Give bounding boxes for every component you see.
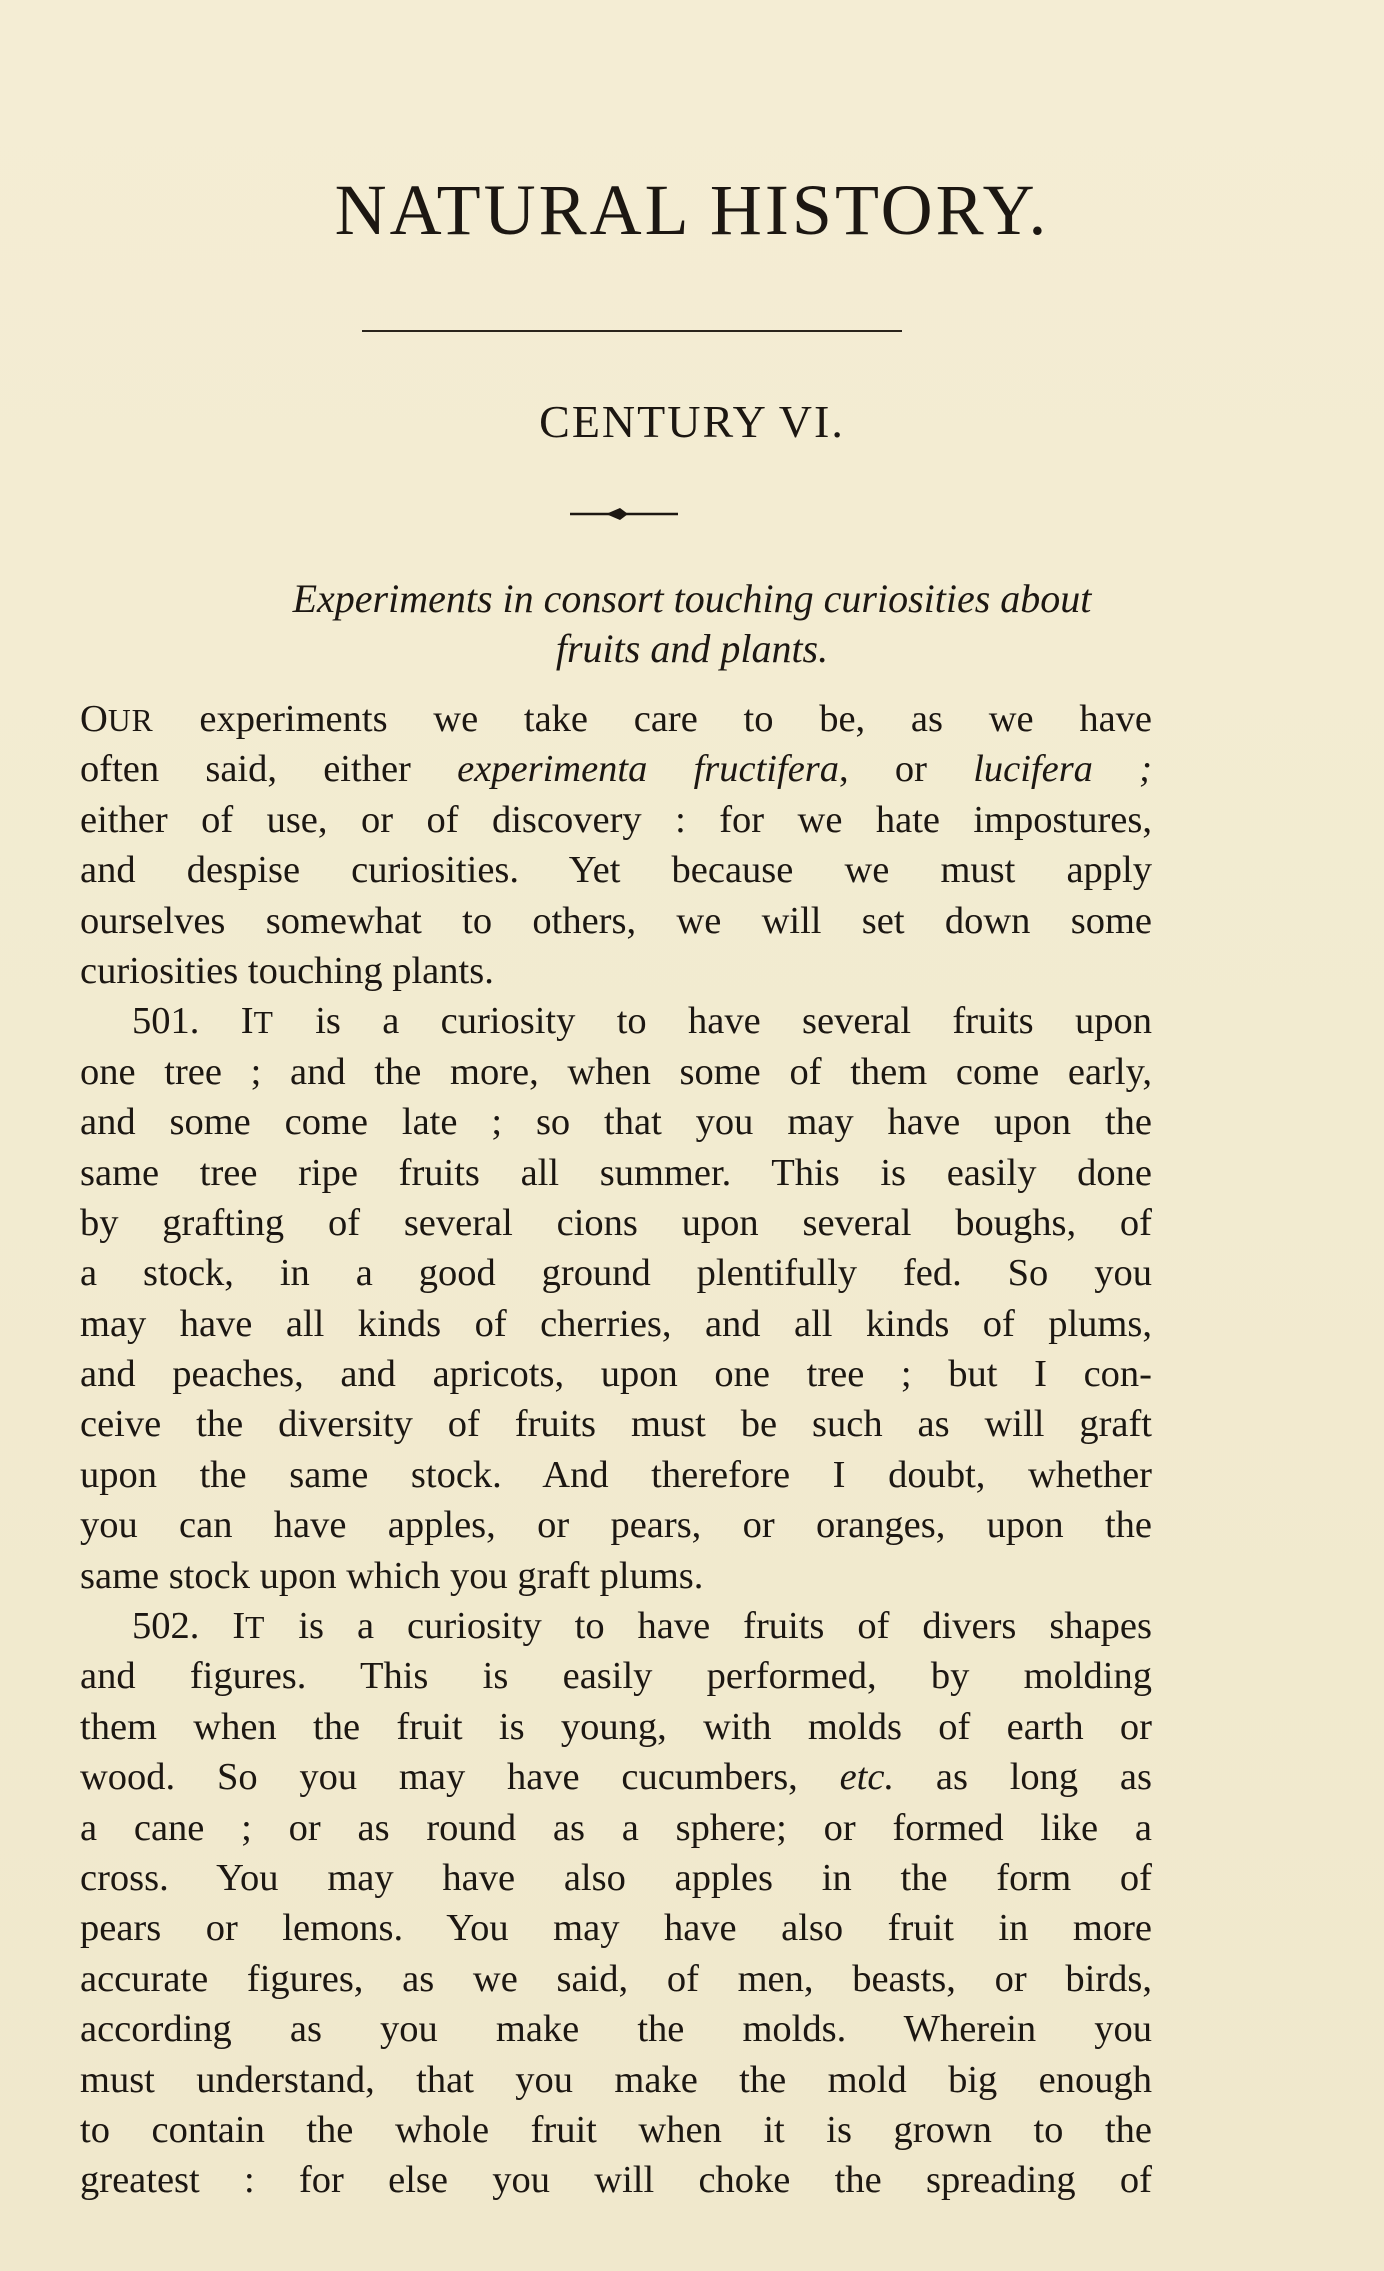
drop-letter: I xyxy=(232,1605,246,1648)
paragraph-502-line: them when the fruit is young, with molds of earth or xyxy=(80,1705,1152,1748)
body-text xyxy=(80,694,1152,2206)
intro-line: curiosities touching plants. xyxy=(80,949,494,992)
drop-letter: O xyxy=(80,698,108,740)
italic-latin-term: lucifera ; xyxy=(973,748,1152,791)
text-run: is a curiosity to have several fruits upon xyxy=(273,1000,1153,1043)
paragraph-502-line: according as you make the molds. Wherein you xyxy=(80,2008,1152,2051)
paragraph-502-line: greatest : for else you will choke the spreading of xyxy=(80,2159,1152,2202)
paragraph-502-line xyxy=(80,1752,1152,1802)
text-run: wood. So you may have cucumbers, xyxy=(80,1756,840,1799)
paragraph-502-line: a cane ; or as round as a sphere; or formed like a xyxy=(80,1806,1152,1849)
text-run: is a curiosity to have fruits of divers shapes xyxy=(265,1605,1152,1648)
paragraph-501-line: one tree ; and the more, when some of them come early, xyxy=(80,1050,1152,1093)
paragraph-502-line: to contain the whole fruit when it is grown to the xyxy=(80,2108,1152,2151)
paragraph-502-line: cross. You may have also apples in the form of xyxy=(80,1856,1152,1899)
paragraph-501-line: and peaches, and apricots, upon one tree ; but I con- xyxy=(80,1353,1152,1396)
text-run: experiments we take care to be, as we have xyxy=(153,698,1152,740)
intro-line: either of use, or of discovery : for we hate impostures, xyxy=(80,798,1152,841)
paragraph-501-line: you can have apples, or pears, or oranges, upon the xyxy=(80,1504,1152,1547)
paragraph-501-line: and some come late ; so that you may have upon the xyxy=(80,1101,1152,1144)
page-title: NATURAL HISTORY. xyxy=(334,170,1050,250)
paragraph-502-line xyxy=(80,1601,1152,1651)
paragraph-502-line: and figures. This is easily performed, by molding xyxy=(80,1655,1152,1698)
text-run: as long as xyxy=(894,1756,1152,1799)
section-subtitle xyxy=(120,574,1264,674)
intro-line: and despise curiosities. Yet because we must apply xyxy=(80,849,1152,892)
text-run: often said, either xyxy=(80,748,458,791)
text-run: , or xyxy=(839,748,974,791)
small-caps-text: UR xyxy=(107,703,154,738)
paragraph-501-line: a stock, in a good ground plentifully fed. So you xyxy=(80,1252,1152,1295)
small-caps-text: T xyxy=(253,1005,274,1041)
paragraph-502-line: must understand, that you make the mold big enough xyxy=(80,2058,1152,2101)
paragraph-number: 501. xyxy=(132,1000,241,1043)
paragraph-502-line: accurate figures, as we said, of men, beasts, or birds, xyxy=(80,1957,1152,2000)
paragraph-502-line: pears or lemons. You may have also fruit in more xyxy=(80,1907,1152,1950)
drop-letter: I xyxy=(240,1000,254,1043)
paragraph-501-line: by grafting of several cions upon several boughs, of xyxy=(80,1201,1152,1244)
intro-line xyxy=(80,694,1152,744)
paragraph-501-line: may have all kinds of cherries, and all kinds of plums, xyxy=(80,1302,1152,1345)
paragraph-501-line: same tree ripe fruits all summer. This is easily done xyxy=(80,1151,1152,1194)
small-caps-text: T xyxy=(245,1610,266,1646)
italic-abbreviation: etc. xyxy=(839,1756,895,1799)
ornament-icon xyxy=(570,506,678,522)
paragraph-501-line: upon the same stock. And therefore I doubt, whether xyxy=(80,1453,1152,1496)
paragraph-501-line: ceive the diversity of fruits must be such as will graft xyxy=(80,1403,1152,1446)
intro-line: ourselves somewhat to others, we will set down some xyxy=(80,899,1152,942)
paragraph-number: 502. xyxy=(132,1605,233,1648)
subtitle-line: fruits and plants. xyxy=(555,626,829,671)
paragraph-501-line: same stock upon which you graft plums. xyxy=(80,1554,704,1597)
title-divider-rule xyxy=(362,330,902,332)
subtitle-line: Experiments in consort touching curiosities about xyxy=(292,576,1092,621)
intro-line xyxy=(80,744,1152,794)
italic-latin-term: experimenta fructifera xyxy=(457,748,840,791)
paragraph-501-line xyxy=(80,996,1152,1046)
century-heading: CENTURY VI. xyxy=(539,396,845,447)
